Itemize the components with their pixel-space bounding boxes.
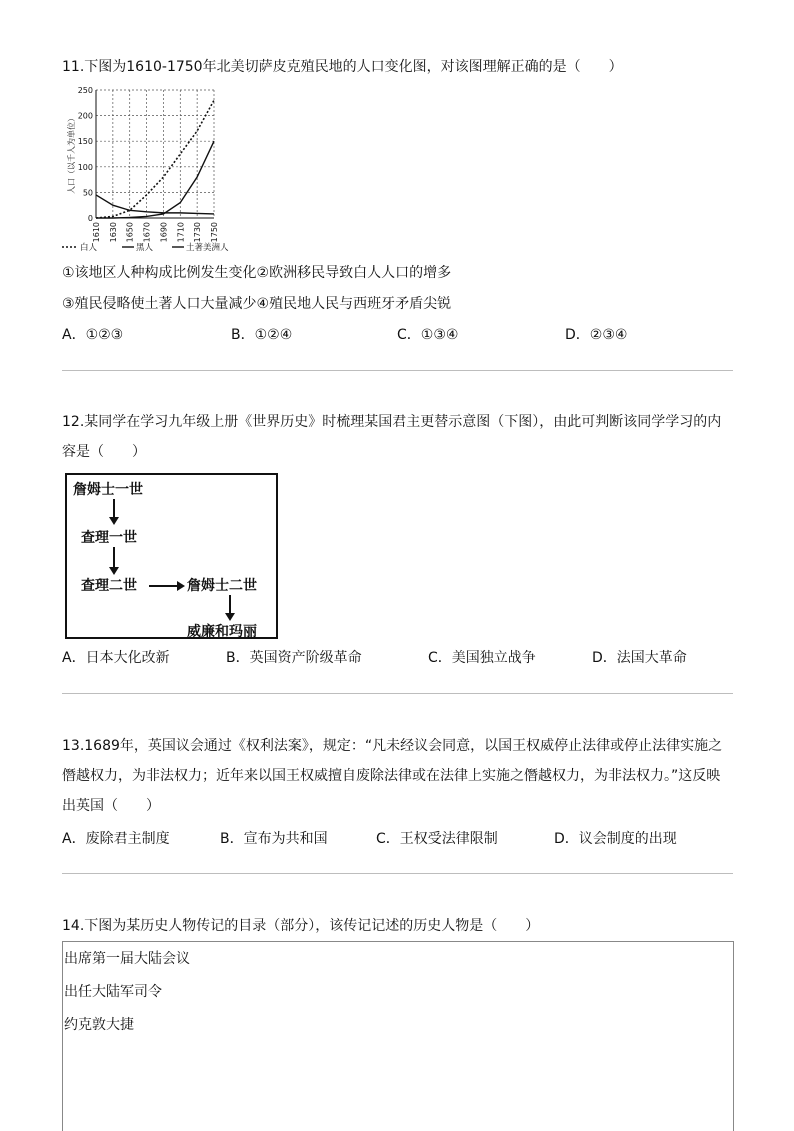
legend-label: 白人: [80, 243, 98, 253]
question-12-stem-line2: 容是（ ）: [62, 444, 146, 460]
king-james-1: 詹姆士一世: [73, 482, 143, 498]
arrow-down-icon: [229, 595, 231, 619]
legend-label: 黑人: [136, 243, 154, 253]
option-c[interactable]: C．①③④: [397, 327, 459, 343]
question-13-stem-line1: 13.1689年，英国议会通过《权利法案》，规定：“凡未经议会同意，以国王权威停止法律或停止法律实施之: [62, 738, 723, 754]
series-line: [96, 141, 214, 218]
question-11: [62, 52, 732, 82]
toc-item: 出席第一届大陆会议: [64, 951, 190, 967]
option-b[interactable]: B．①②④: [231, 327, 293, 343]
question-11-statements-2: ③殖民侵略使土著人口大量减少④殖民地人民与西班牙矛盾尖锐: [62, 296, 452, 312]
divider: [62, 873, 733, 874]
y-tick-label: 100: [77, 162, 93, 172]
option-a[interactable]: A．①②③: [62, 327, 124, 343]
population-chart: [60, 82, 250, 260]
option-b[interactable]: B．宣布为共和国: [220, 831, 328, 847]
series-line: [96, 195, 214, 214]
biography-table-of-contents: [62, 941, 734, 1131]
king-charles-2: 查理二世: [81, 578, 137, 594]
arrow-down-icon: [113, 499, 115, 523]
question-14-stem: 14.下图为某历史人物传记的目录（部分），该传记记述的历史人物是（ ）: [62, 918, 540, 934]
question-12-options: [62, 647, 734, 675]
option-b[interactable]: B．英国资产阶级革命: [226, 650, 362, 666]
king-william-mary: 威廉和玛丽: [187, 624, 257, 640]
y-tick-label: 50: [82, 188, 93, 198]
option-c[interactable]: C．美国独立战争: [428, 650, 536, 666]
king-james-2: 詹姆士二世: [187, 578, 257, 594]
toc-item: 出任大陆军司令: [64, 984, 162, 1000]
option-a[interactable]: A．废除君主制度: [62, 831, 170, 847]
x-tick-label: 1630: [108, 222, 118, 243]
question-13-stem-line2: 僭越权力，为非法权力；近年来以国王权威擅自废除法律或在法律上实施之僭越权力，为非法权力。”这反映: [62, 768, 721, 784]
question-13: [62, 731, 732, 821]
toc-item: 约克敦大捷: [64, 1017, 134, 1033]
divider: [62, 370, 733, 371]
x-tick-label: 1750: [210, 222, 219, 243]
divider: [62, 693, 733, 694]
x-tick-label: 1610: [92, 222, 101, 243]
x-tick-label: 1710: [176, 222, 186, 243]
series-line: [96, 100, 214, 218]
y-tick-label: 150: [77, 137, 93, 147]
x-tick-label: 1730: [193, 222, 203, 243]
question-13-stem-line3: 出英国（ ）: [62, 798, 160, 814]
option-d[interactable]: D．议会制度的出现: [554, 831, 677, 847]
question-11-options: [62, 324, 734, 352]
option-d[interactable]: D．法国大革命: [592, 650, 687, 666]
y-tick-label: 200: [77, 111, 93, 121]
question-11-statements-1: ①该地区人种构成比例发生变化②欧洲移民导致白人人口的增多: [62, 265, 452, 281]
y-tick-label: 250: [77, 86, 93, 95]
x-tick-label: 1690: [159, 222, 169, 243]
arrow-down-icon: [113, 547, 115, 573]
king-charles-1: 查理一世: [81, 530, 137, 546]
question-12: [62, 407, 732, 467]
y-axis-label: 人口（以千人为单位）: [67, 114, 76, 194]
legend-label: 土著美洲人: [186, 243, 229, 253]
question-11-stem: 11.下图为1610-1750年北美切萨皮克殖民地的人口变化图，对该图理解正确的是（ ）: [62, 59, 623, 75]
question-14: [62, 911, 732, 941]
option-d[interactable]: D．②③④: [565, 327, 628, 343]
x-tick-label: 1670: [142, 222, 152, 243]
succession-diagram: [65, 473, 278, 639]
x-tick-label: 1650: [125, 222, 135, 243]
option-a[interactable]: A．日本大化改新: [62, 650, 170, 666]
question-13-options: [62, 828, 734, 856]
arrow-right-icon: [149, 585, 183, 587]
option-c[interactable]: C．王权受法律限制: [376, 831, 498, 847]
question-12-stem-line1: 12.某同学在学习九年级上册《世界历史》时梳理某国君主更替示意图（下图），由此可判断该同学学习的内: [62, 414, 722, 430]
y-tick-label: 0: [87, 214, 93, 223]
